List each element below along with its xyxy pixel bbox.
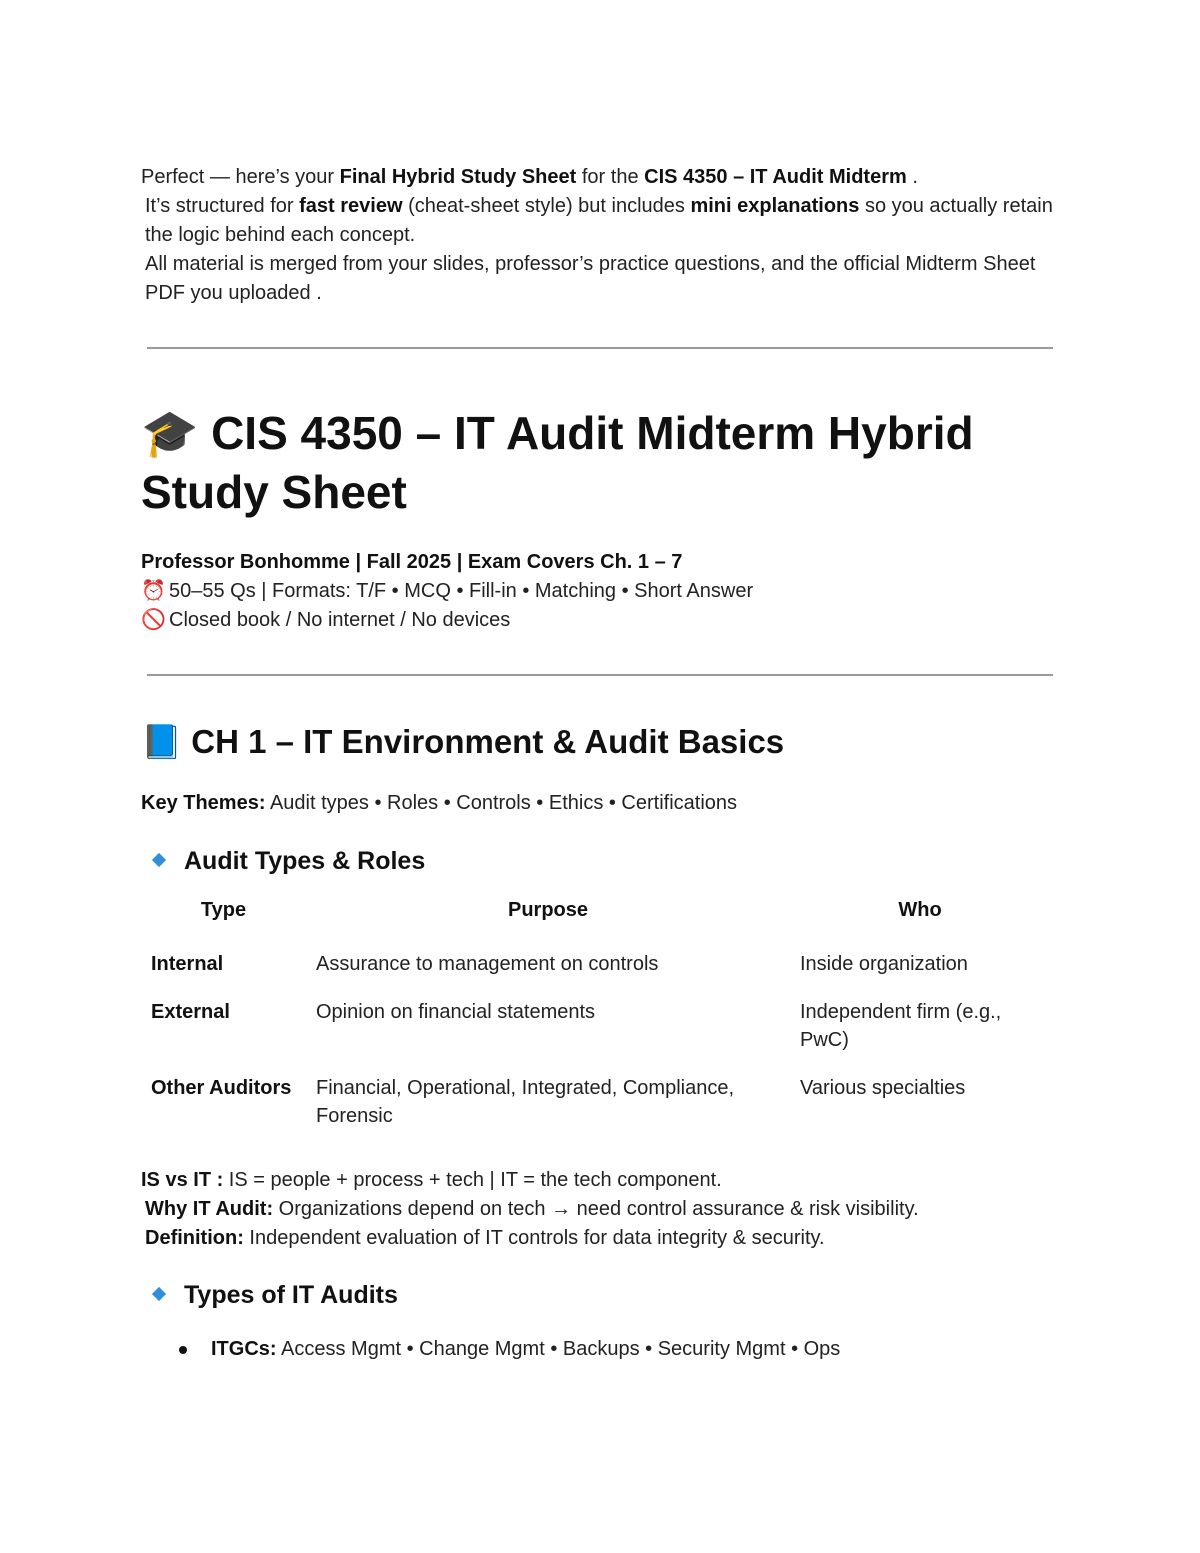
definition-label: IS vs IT :: [141, 1169, 224, 1191]
table-cell: [141, 940, 306, 988]
table-row: [141, 988, 1050, 1064]
prohibited-icon: 🚫: [141, 609, 166, 631]
intro-block: [141, 163, 1071, 308]
professor-text: Professor Bonhomme | Fall 2025 | Exam Covers Ch. 1 – 7: [141, 551, 683, 573]
cell-type: Other Auditors: [151, 1077, 292, 1099]
list-item-text: Access Mgmt • Change Mgmt • Backups • Security Mgmt • Ops: [276, 1338, 841, 1360]
intro-bold: mini explanations: [690, 195, 860, 217]
column-header: Type: [200, 899, 247, 921]
key-themes: [141, 789, 737, 818]
intro-line-2: [141, 192, 1071, 250]
intro-bold: Final Hybrid Study Sheet: [339, 166, 577, 188]
intro-text: .: [906, 166, 918, 188]
table-cell: Assurance to management on controls: [316, 953, 659, 975]
rules-text: Closed book / No internet / No devices: [169, 609, 511, 631]
table-cell: [141, 1064, 306, 1140]
table-header-row: [141, 892, 1050, 940]
cell-type: Internal: [151, 953, 224, 975]
table-cell: Inside organization: [800, 953, 968, 975]
rules-line: [141, 606, 753, 635]
key-themes-label: Key Themes:: [141, 792, 266, 814]
section-title: Audit Types & Roles: [184, 847, 426, 875]
alarm-clock-icon: ⏰: [141, 580, 166, 602]
page-title-text: CIS 4350 – IT Audit Midterm Hybrid Study Sheet: [141, 407, 974, 518]
list-item: [176, 1335, 840, 1364]
definitions-block: [141, 1166, 919, 1253]
blue-book-icon: 📘: [141, 723, 183, 760]
chapter-title: CH 1 – IT Environment & Audit Basics: [191, 723, 785, 760]
table-cell: [141, 988, 306, 1064]
section-title: Types of IT Audits: [184, 1281, 398, 1309]
exam-meta: [141, 548, 753, 635]
definition-line: [141, 1166, 919, 1195]
table-cell: Financial, Operational, Integrated, Compliance, Forensic: [316, 1077, 735, 1127]
table-cell: Various specialties: [800, 1077, 966, 1099]
section-heading: [148, 845, 425, 877]
it-audit-types-list: [176, 1335, 840, 1364]
definition-label: Why IT Audit:: [145, 1198, 274, 1220]
chapter-heading: [141, 720, 784, 764]
definition-text: IS = people + process + tech | IT = the tech component.: [223, 1169, 722, 1191]
blue-diamond-icon: [152, 1287, 166, 1301]
intro-text: It’s structured for: [145, 195, 300, 217]
intro-bold: fast review: [299, 195, 403, 217]
bullet-icon: [179, 1346, 187, 1354]
graduation-cap-icon: 🎓: [141, 407, 199, 459]
column-header: Who: [898, 899, 942, 921]
definition-line: [141, 1195, 919, 1224]
section-heading: [148, 1279, 398, 1311]
table-cell: Independent firm (e.g., PwC): [800, 1001, 1002, 1051]
intro-line-3: All material is merged from your slides, professor’s practice questions, and the official Midterm Sheet PDF you uploaded .: [145, 253, 1036, 304]
divider: [147, 347, 1053, 349]
audit-roles-table: [141, 892, 1050, 1140]
divider: [147, 674, 1053, 676]
intro-text: so you actually retain the logic behind each concept.: [145, 195, 1053, 246]
format-text: 50–55 Qs | Formats: T/F • MCQ • Fill-in • Matching • Short Answer: [169, 580, 754, 602]
table-cell: Opinion on financial statements: [316, 1001, 596, 1023]
key-themes-text: Audit types • Roles • Controls • Ethics • Certifications: [265, 792, 738, 814]
intro-bold: CIS 4350 – IT Audit Midterm: [644, 166, 907, 188]
table-row: [141, 940, 1050, 988]
intro-text: Perfect — here’s your: [141, 166, 340, 188]
intro-text: for the: [576, 166, 645, 188]
intro-text: (cheat-sheet style) but includes: [402, 195, 691, 217]
column-header: Purpose: [507, 899, 589, 921]
list-item-label: ITGCs:: [211, 1338, 277, 1360]
definition-line: [141, 1224, 919, 1253]
table-row: [141, 1064, 1050, 1140]
page-title: [141, 404, 1101, 522]
professor-line: [141, 548, 753, 577]
definition-text: Organizations depend on tech → need control assurance & risk visibility.: [273, 1198, 919, 1220]
blue-diamond-icon: [152, 853, 166, 867]
definition-label: Definition:: [145, 1227, 244, 1249]
cell-type: External: [151, 1001, 230, 1023]
definition-text: Independent evaluation of IT controls for data integrity & security.: [243, 1227, 825, 1249]
format-line: [141, 577, 753, 606]
intro-line-1: [141, 163, 1071, 192]
